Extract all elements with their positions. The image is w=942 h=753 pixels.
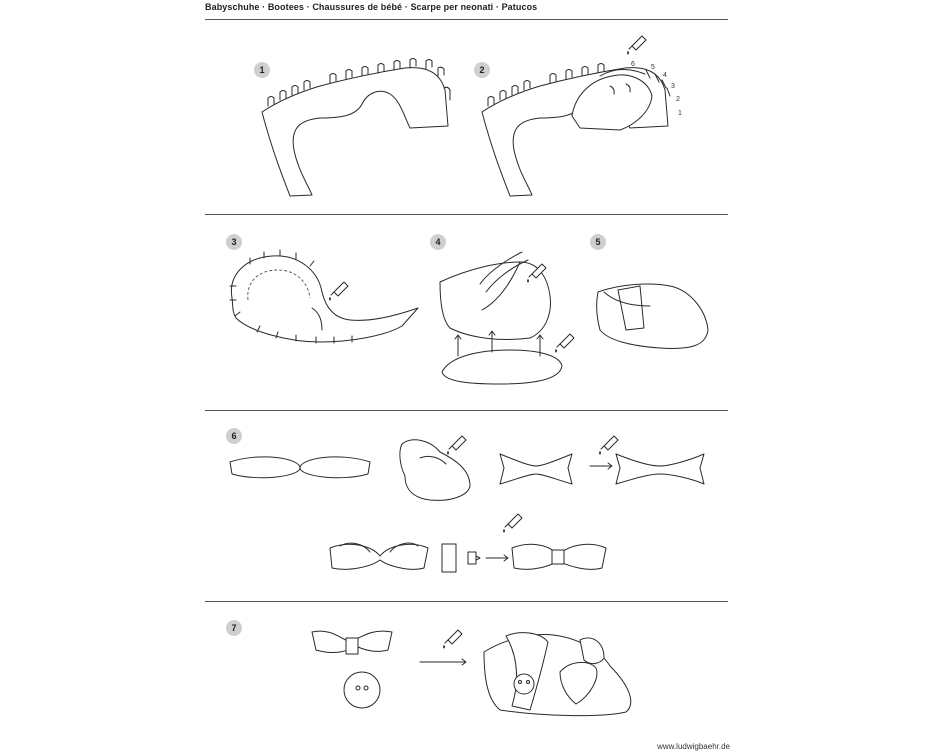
tab-number-3: 3 — [671, 83, 675, 90]
tab-number-1: 1 — [678, 110, 682, 117]
step1-sole-pattern — [262, 59, 450, 197]
step4-shoe-assembly — [440, 252, 574, 384]
tab-number-6: 6 — [631, 61, 635, 68]
page-title: Babyschuhe · Bootees · Chaussures de bébé · Scarpe per neonati · Patucos — [205, 2, 538, 12]
step5-finished-shoe — [597, 284, 708, 348]
step-badge-1: 1 — [254, 62, 270, 78]
step-badge-2: 2 — [474, 62, 490, 78]
tab-number-5: 5 — [651, 64, 655, 71]
tab-number-4: 4 — [663, 72, 667, 79]
step7-attach-bow — [312, 630, 631, 716]
step-badge-7: 7 — [226, 620, 242, 636]
step-badge-6: 6 — [226, 428, 242, 444]
tab-number-2: 2 — [676, 96, 680, 103]
step-badge-4: 4 — [430, 234, 446, 250]
step-badge-5: 5 — [590, 234, 606, 250]
step2-sole-with-heel — [482, 36, 670, 196]
footer-url: www.ludwigbaehr.de — [657, 742, 730, 751]
step6-bow-making — [230, 436, 704, 572]
step-badge-3: 3 — [226, 234, 242, 250]
step3-upper-pattern — [230, 250, 418, 343]
